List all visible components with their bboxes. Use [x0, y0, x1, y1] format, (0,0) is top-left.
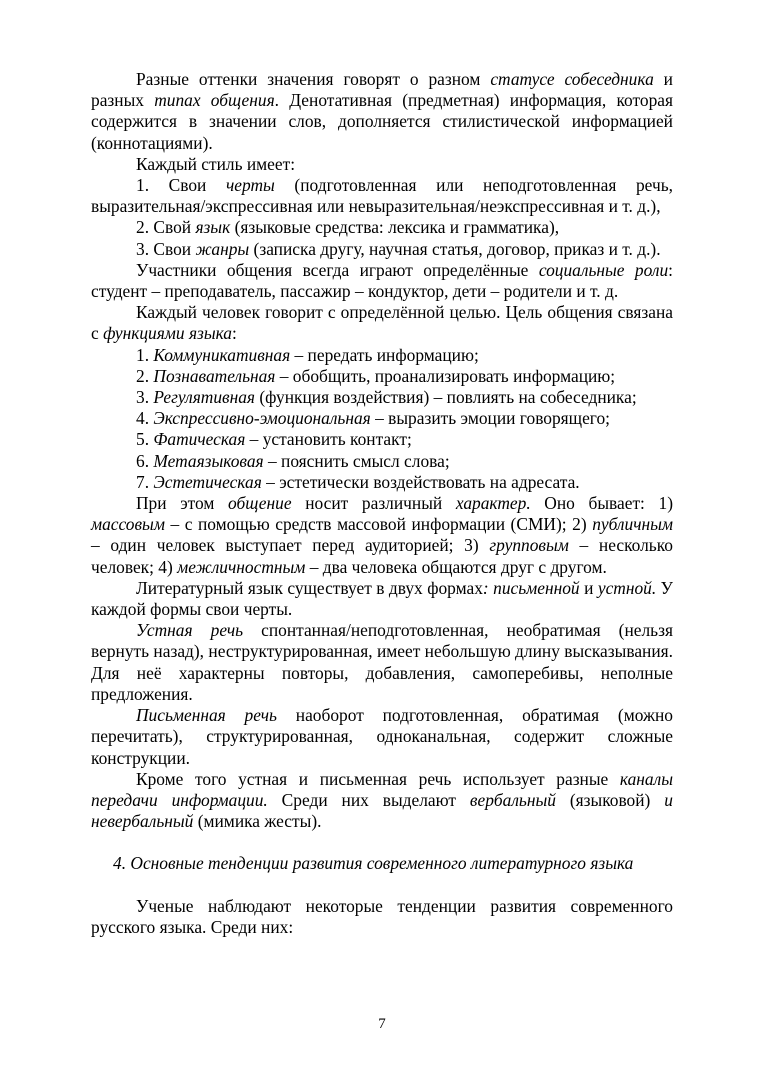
list-item-function-6: 6. Метаязыковая – пояснить смысл слова; [136, 450, 450, 471]
paragraph-channels: Кроме того устная и письменная речь использует разные каналы передачи информации. Среди них выделают вербальный (языковой) и невербальный (мимика жесты). [91, 768, 673, 832]
paragraph-tendencies: Ученые наблюдают некоторые тенденции развития современного русского языка. Среди них: [91, 895, 673, 937]
list-item-function-3: 3. Регулятивная (функция воздействия) – повлиять на собеседника; [136, 387, 637, 408]
list-item-style-language: 2. Свой язык (языковые средства: лексика и грамматика), [136, 217, 560, 238]
section-heading: 4. Основные тенденции развития современного литературного языка [113, 853, 634, 874]
list-item-function-4: 4. Экспрессивно-эмоциональная – выразить эмоции говорящего; [136, 408, 611, 429]
list-item-style-genres: 3. Свои жанры (записка другу, научная статья, договор, приказ и т. д.). [136, 238, 661, 259]
paragraph-language-forms: Литературный язык существует в двух формах: письменной и устной. У каждой формы свои черты. [91, 577, 673, 620]
page-number: 7 [378, 1016, 386, 1032]
paragraph-meaning-shades: Разные оттенки значения говорят о разном статусе собеседника и разных типах общения. Денотативная (предметная) информация, которая содержится в значении слов, дополняется стилистической информацией (коннотациями). [91, 69, 673, 153]
page-body [91, 69, 673, 938]
list-item-function-7: 7. Эстетическая – эстетически воздействовать на адресата. [136, 471, 580, 492]
paragraph-written-speech: Письменная речь наоборот подготовленная, обратимая (можно перечитать), структурированная, одноканальная, содержит сложные конструкции. [91, 705, 673, 768]
paragraph-oral-speech: Устная речь спонтанная/неподготовленная, необратимая (нельзя вернуть назад), неструктурированная, имеет небольшую длину высказывания. Для неё характерны повторы, добавления, самоперебивы, неполные предложения. [91, 620, 673, 704]
paragraph-style-intro: Каждый стиль имеет: [136, 153, 296, 174]
list-item-style-features: 1. Свои черты (подготовленная или неподготовленная речь, выразительная/экспрессивная или невыразительная/неэкспрессивная и т. д.), [91, 175, 673, 217]
paragraph-communication-types: При этом общение носит различный характер. Оно бывает: 1) массовым – с помощью средств массовой информации (СМИ); 2) публичным – один человек выступает перед аудиторией; 3) групповым – несколько человек; 4) межличностным – два человека общаются друг с другом. [91, 493, 673, 577]
list-item-function-1: 1. Коммуникативная – передать информацию; [136, 344, 479, 365]
paragraph-language-functions: Каждый человек говорит с определённой целью. Цель общения связана с функциями языка: [91, 302, 673, 344]
list-item-function-5: 5. Фатическая – установить контакт; [136, 429, 412, 450]
list-item-function-2: 2. Познавательная – обобщить, проанализировать информацию; [136, 365, 616, 386]
paragraph-social-roles: Участники общения всегда играют определённые социальные роли: студент – преподаватель, пассажир – кондуктор, дети – родители и т. д. [91, 259, 673, 302]
